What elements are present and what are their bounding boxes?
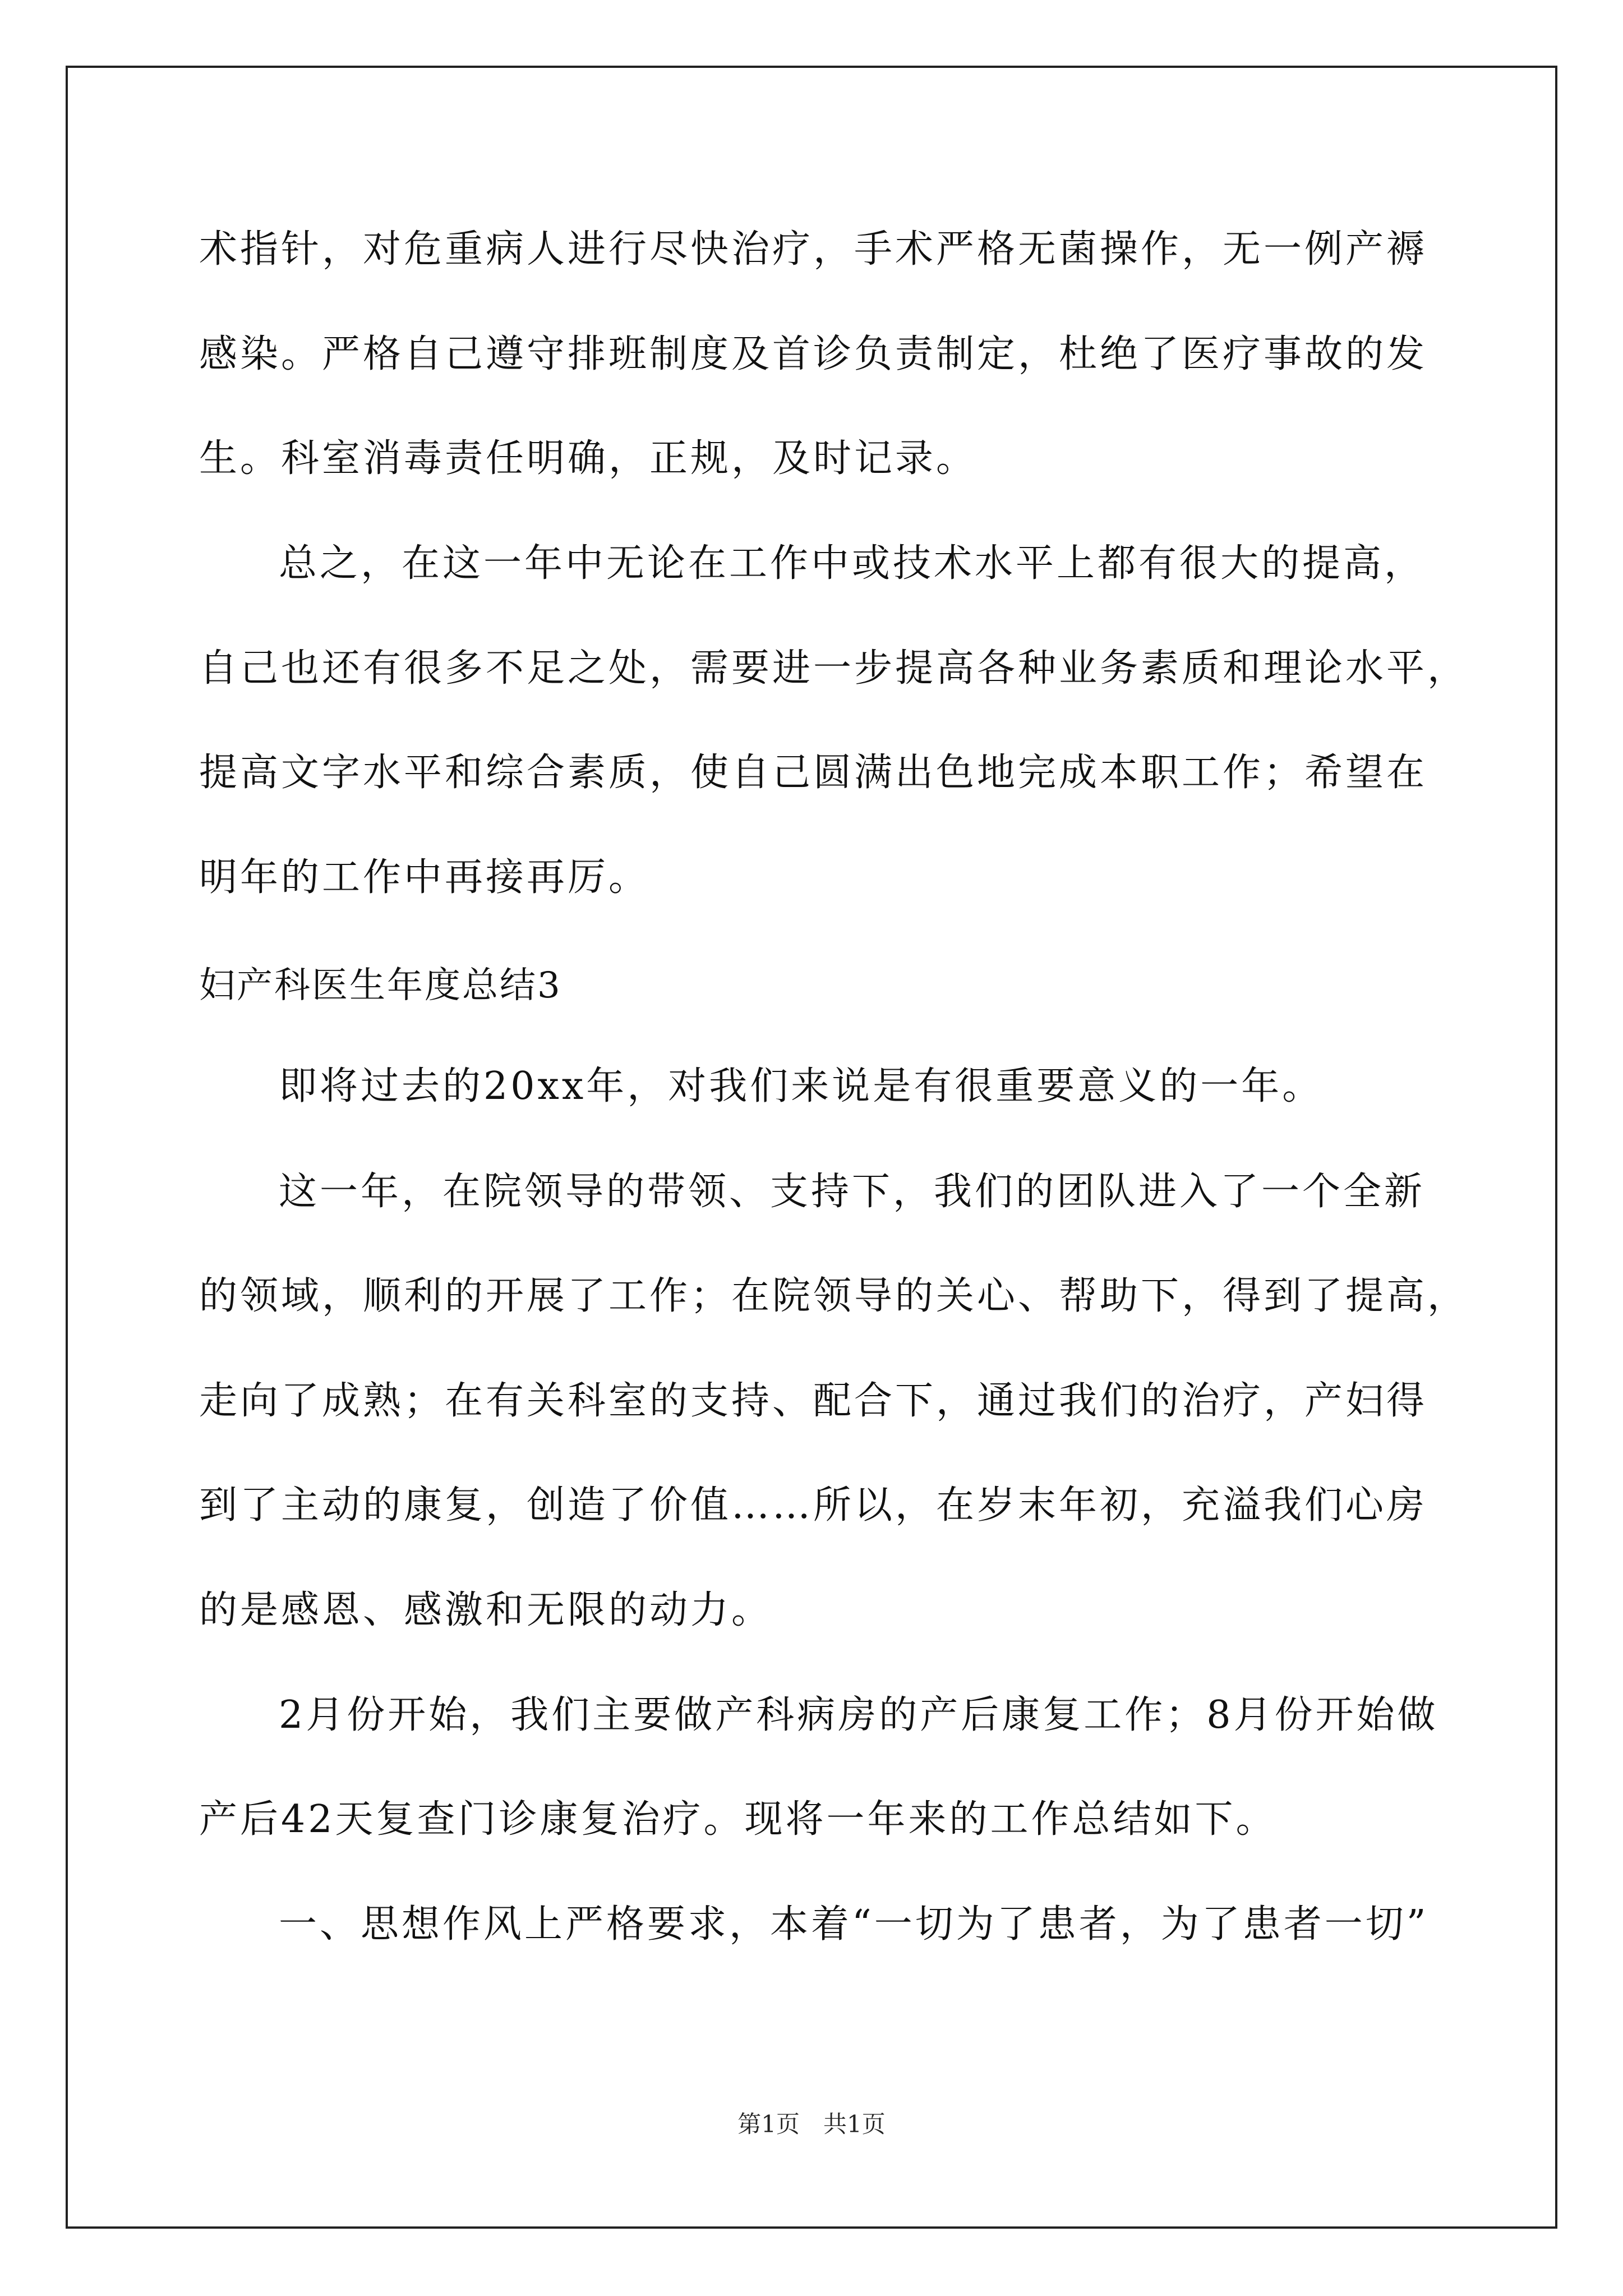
paragraph-first-line: 一、思想作风上严格要求，本着“一切为了患者，为了患者一切”	[279, 1902, 1429, 1947]
paragraph-first-line: 这一年，在院领导的带领、支持下，我们的团队进入了一个全新	[279, 1170, 1426, 1214]
page-footer: 第1页 共1页	[737, 2110, 886, 2138]
text-line: 明年的工作中再接再厉。	[199, 855, 650, 900]
text-line: 的领域，顺利的开展了工作；在院领导的关心、帮助下，得到了提高，	[199, 1274, 1469, 1318]
paragraph-first-line: 总之，在这一年中无论在工作中或技术水平上都有很大的提高，	[279, 541, 1426, 586]
text-line: 生。科室消毒责任明确，正规，及时记录。	[199, 436, 978, 481]
text-line: 自己也还有很多不足之处，需要进一步提高各种业务素质和理论水平，	[199, 646, 1469, 691]
text-line: 产后42天复查门诊康复治疗。现将一年来的工作总结如下。	[199, 1797, 1277, 1842]
text-line: 提高文字水平和综合素质，使自己圆满出色地完成本职工作；希望在	[199, 751, 1428, 795]
section-heading: 妇产科医生年度总结3	[199, 965, 562, 1006]
text-line: 感染。严格自己遵守排班制度及首诊负责制定，杜绝了医疗事故的发	[199, 332, 1428, 376]
paragraph-first-line: 2月份开始，我们主要做产科病房的产后康复工作；8月份开始做	[279, 1693, 1438, 1737]
text-line: 术指针，对危重病人进行尽快治疗，手术严格无菌操作，无一例产褥	[199, 227, 1428, 272]
text-line: 的是感恩、感激和无限的动力。	[199, 1588, 773, 1632]
text-line: 到了主动的康复，创造了价值……所以，在岁末年初，充溢我们心房	[199, 1483, 1428, 1527]
text-line: 走向了成熟；在有关科室的支持、配合下，通过我们的治疗，产妇得	[199, 1379, 1428, 1423]
paragraph-first-line: 即将过去的20xx年，对我们来说是有很重要意义的一年。	[279, 1064, 1324, 1108]
